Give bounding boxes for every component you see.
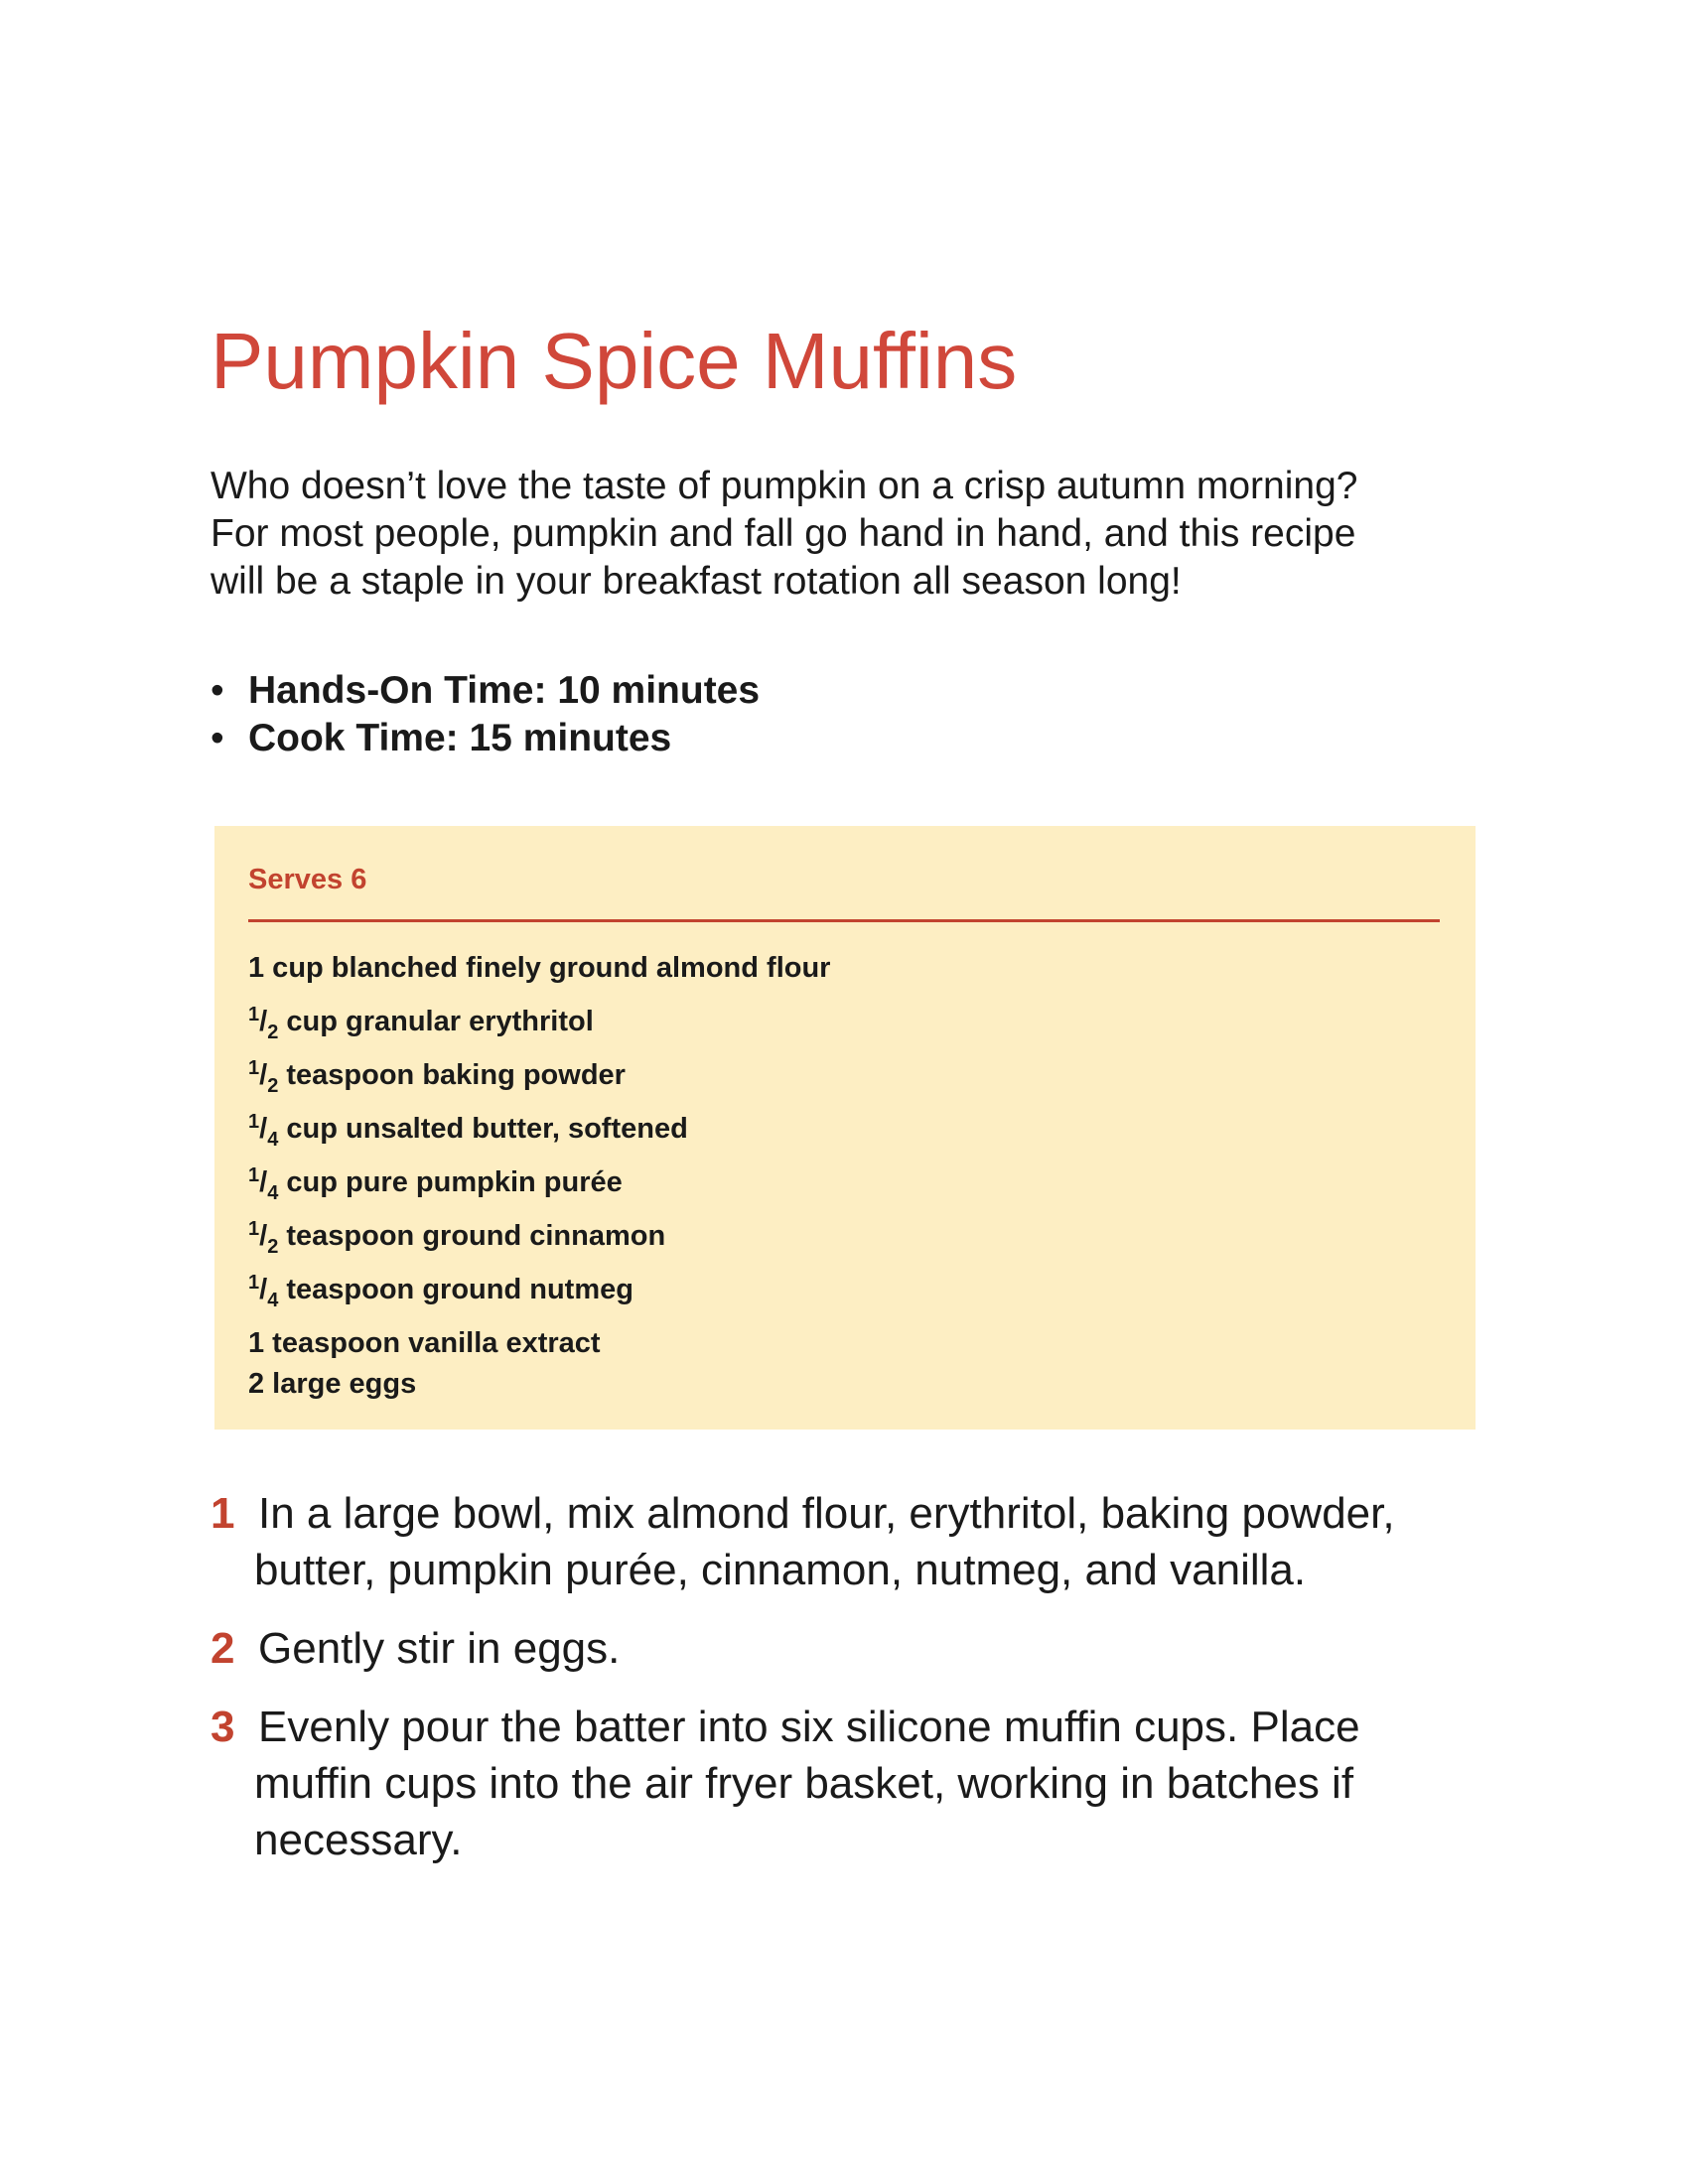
ingredient-text: 1 cup blanched finely ground almond flour xyxy=(248,952,831,984)
fraction-denominator: 2 xyxy=(267,1075,279,1097)
ingredient-item xyxy=(248,1364,1440,1405)
ingredients-box xyxy=(214,826,1476,1430)
serves-heading: Serves 6 xyxy=(248,862,1440,922)
ingredient-list xyxy=(248,948,1440,1405)
cook-time-text: Cook Time: 15 minutes xyxy=(248,717,672,759)
cook-time xyxy=(211,715,760,762)
fraction-numerator: 1 xyxy=(248,1111,260,1133)
intro-paragraph xyxy=(211,463,1501,606)
ingredient-text: cup pure pumpkin purée xyxy=(278,1166,623,1198)
intro-line: Who doesn’t love the taste of pumpkin on a crisp autumn morning? xyxy=(211,465,1358,507)
fraction-numerator: 1 xyxy=(248,1164,260,1186)
ingredient-item xyxy=(248,1002,1440,1055)
fraction: $^1/_4$ xyxy=(248,1111,279,1151)
ingredient-text: cup unsalted butter, softened xyxy=(278,1113,688,1145)
ingredient-item xyxy=(248,1162,1440,1216)
ingredient-text: teaspoon baking powder xyxy=(278,1059,626,1091)
ingredient-text: teaspoon ground cinnamon xyxy=(278,1220,666,1252)
bullet-icon: • xyxy=(211,717,224,759)
step-text xyxy=(254,1699,1501,1868)
page-title: Pumpkin Spice Muffins xyxy=(211,317,1018,405)
step-line: Gently stir in eggs. xyxy=(258,1624,621,1673)
step-line: butter, pumpkin purée, cinnamon, nutmeg, and vanilla. xyxy=(254,1546,1307,1594)
step-line: muffin cups into the air fryer basket, working in batches if xyxy=(254,1759,1354,1808)
fraction-denominator: 4 xyxy=(267,1129,279,1151)
time-list xyxy=(211,667,760,762)
step-item xyxy=(211,1620,1501,1677)
step-item xyxy=(211,1485,1501,1598)
ingredient-text: cup granular erythritol xyxy=(278,1006,594,1037)
ingredient-item xyxy=(248,1270,1440,1323)
step-number: 3 xyxy=(211,1703,235,1751)
intro-line: will be a staple in your breakfast rotation all season long! xyxy=(211,560,1182,603)
fraction-denominator: 2 xyxy=(267,1236,279,1258)
fraction: $^1/_2$ xyxy=(248,1218,279,1258)
instruction-steps xyxy=(211,1485,1501,1890)
step-line: necessary. xyxy=(254,1816,463,1864)
hands-on-time-text: Hands-On Time: 10 minutes xyxy=(248,669,761,712)
step-text xyxy=(254,1485,1501,1598)
ingredient-item xyxy=(248,1055,1440,1109)
ingredient-text: teaspoon ground nutmeg xyxy=(278,1274,633,1305)
step-number: 2 xyxy=(211,1624,235,1673)
ingredient-item xyxy=(248,1216,1440,1270)
ingredient-item xyxy=(248,1109,1440,1162)
fraction: $^1/_2$ xyxy=(248,1057,279,1097)
fraction-numerator: 1 xyxy=(248,1004,260,1025)
fraction-denominator: 4 xyxy=(267,1182,279,1204)
fraction: $^1/_2$ xyxy=(248,1004,279,1043)
fraction-numerator: 1 xyxy=(248,1272,260,1294)
bullet-icon: • xyxy=(211,669,224,712)
hands-on-time xyxy=(211,667,760,715)
ingredient-text: 2 large eggs xyxy=(248,1368,417,1400)
fraction: $^1/_4$ xyxy=(248,1164,279,1204)
ingredient-text: 1 teaspoon vanilla extract xyxy=(248,1327,601,1359)
ingredient-item xyxy=(248,948,1440,1002)
step-item xyxy=(211,1699,1501,1868)
step-number: 1 xyxy=(211,1489,235,1538)
step-text xyxy=(258,1620,1501,1677)
ingredient-item xyxy=(248,1323,1440,1364)
intro-line: For most people, pumpkin and fall go hand in hand, and this recipe xyxy=(211,512,1356,555)
fraction-numerator: 1 xyxy=(248,1218,260,1240)
fraction-numerator: 1 xyxy=(248,1057,260,1079)
fraction-denominator: 4 xyxy=(267,1290,279,1311)
fraction: $^1/_4$ xyxy=(248,1272,279,1311)
step-line: In a large bowl, mix almond flour, erythritol, baking powder, xyxy=(258,1489,1395,1538)
fraction-denominator: 2 xyxy=(267,1022,279,1043)
step-line: Evenly pour the batter into six silicone muffin cups. Place xyxy=(258,1703,1360,1751)
